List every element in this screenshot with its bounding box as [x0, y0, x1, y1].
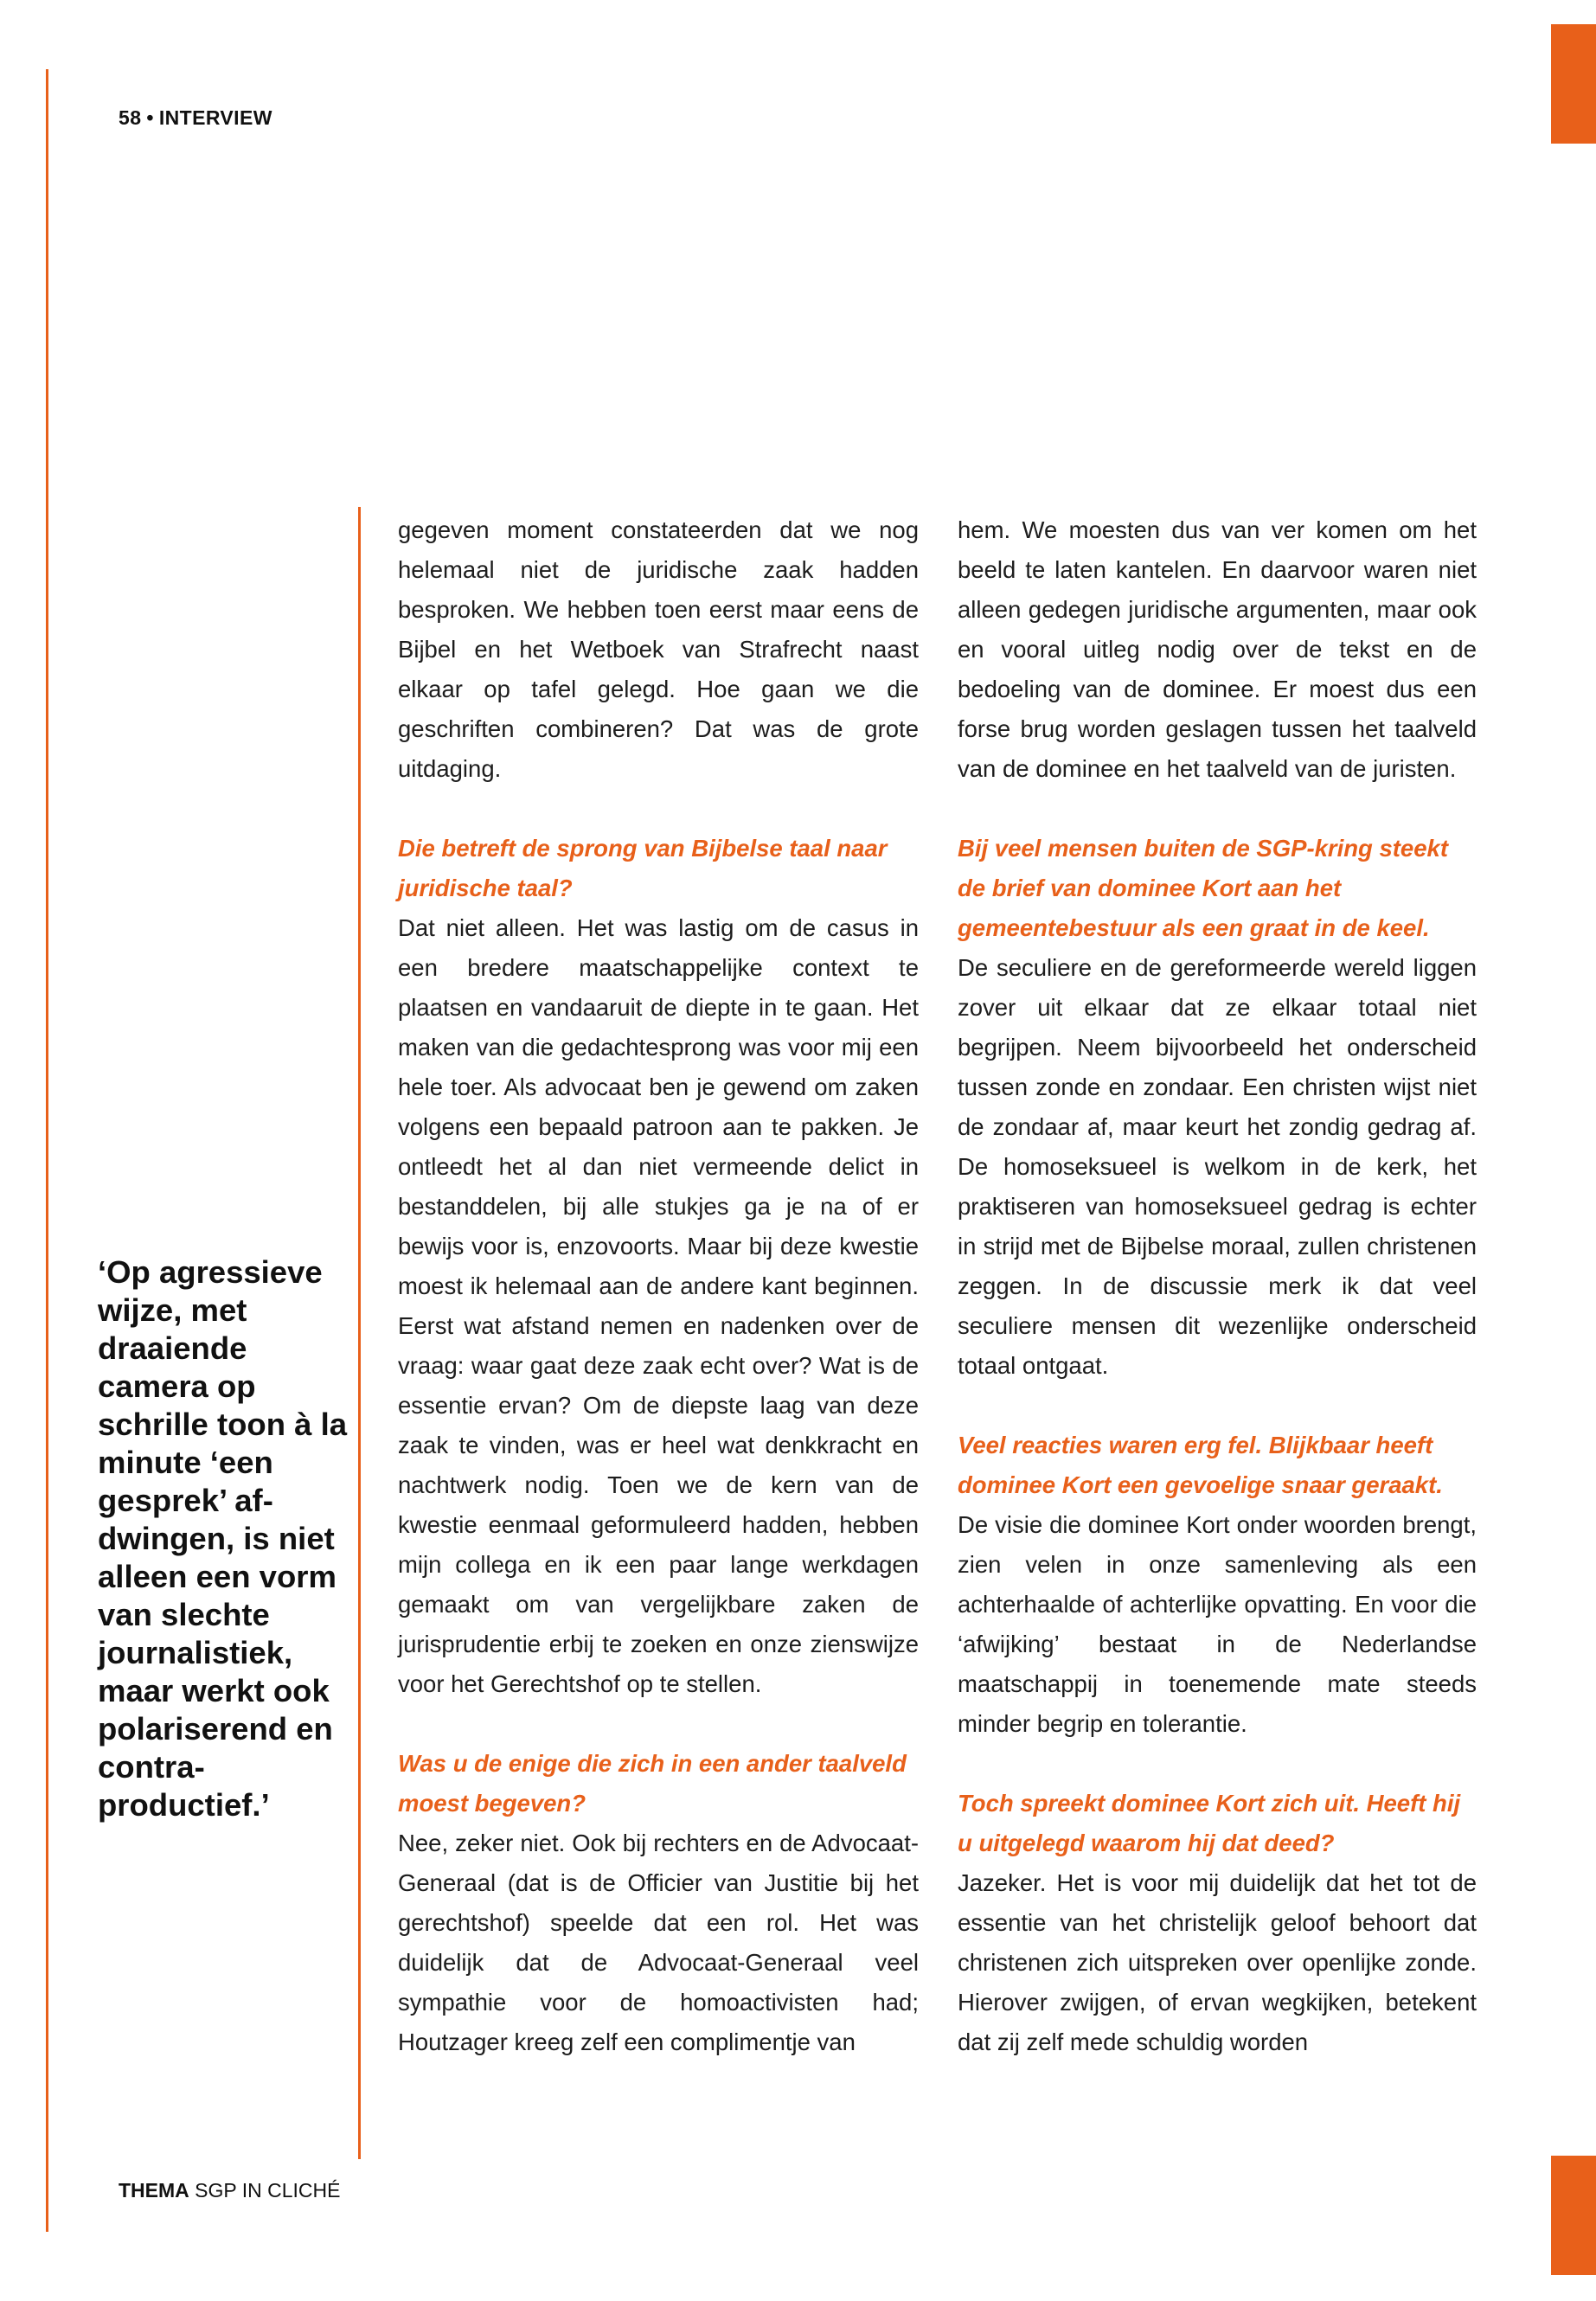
qa-block [958, 1426, 1477, 1744]
interview-answer: Nee, zeker niet. Ook bij rechters en de Advocaat-Generaal (dat is de Officier van Justitie bij het gerechtshof) speelde dat een rol. Het was duidelijk dat de Advocaat-Generaal veel sympathie voor de homoactivisten had; Houtzager kreeg zelf een complimentje van [398, 1830, 919, 2055]
page-number: 58 [119, 106, 142, 129]
running-head [119, 106, 272, 130]
footer-theme: THEMA [119, 2179, 189, 2202]
interview-question: Bij veel mensen buiten de SGP-kring steekt de brief van dominee Kort aan het gemeentebestuur als een graat in de keel. [958, 835, 1448, 941]
footer-title: SGP IN CLICHÉ [195, 2179, 341, 2202]
interview-question: Die betreft de sprong van Bijbelse taal naar juridische taal? [398, 835, 888, 901]
pull-quote: ‘Op agressieve wijze, met draaiende camera op schrille toon à la minute ‘een gesprek’ afdwingen, is niet alleen een vorm van slechte journalistiek, maar werkt ook polariserend en contraproductief.’ [98, 1254, 348, 1823]
accent-tab-top [1551, 24, 1596, 144]
interview-question: Toch spreekt dominee Kort zich uit. Heeft hij u uitgelegd waarom hij dat deed? [958, 1790, 1461, 1856]
column-rule [358, 507, 361, 2159]
article-column-2 [958, 510, 1477, 2062]
qa-block [398, 829, 919, 1704]
article-column-1 [398, 510, 919, 2062]
accent-tab-bottom [1551, 2156, 1596, 2275]
interview-answer: Dat niet alleen. Het was lastig om de casus in een bredere maatschappelijke context te plaatsen en vandaaruit de diepte in te gaan. Het maken van die gedachtesprong was voor mij een hele toer. Als advocaat ben je gewend om zaken volgens een bepaald patroon aan te pakken. Je ontleedt het al dan niet vermeende delict in bestanddelen, bij alle stukjes ga je na of er bewijs voor is, enzovoorts. Maar bij deze kwestie moest ik helemaal aan de andere kant beginnen. Eerst wat afstand nemen en nadenken over de vraag: waar gaat deze zaak echt over? Wat is de essentie ervan? Om de diepste laag van deze zaak te vinden, was er heel wat denkkracht en nachtwerk nodig. Toen we de kern van de kwestie eenmaal geformuleerd hadden, hebben mijn collega en ik een paar lange werkdagen gemaakt om van vergelijkbare zaken de jurisprudentie erbij te zoeken en onze zienswijze voor het Gerechtshof op te stellen. [398, 914, 919, 1697]
qa-block [958, 1784, 1477, 2062]
qa-block [398, 1744, 919, 2062]
paragraph: gegeven moment constateerden dat we nog helemaal niet de juridische zaak hadden besproken. We hebben toen eerst maar eens de Bijbel en het Wetboek van Strafrecht naast elkaar op tafel gelegd. Hoe gaan we die geschriften combineren? Dat was de grote uitdaging. [398, 516, 919, 782]
interview-answer: Jazeker. Het is voor mij duidelijk dat het tot de essentie van het christelijk geloof behoort dat christenen zich uitspreken over openlijke zonde. Hierover zwijgen, of ervan wegkijken, betekent dat zij zelf mede schuldig worden [958, 1869, 1477, 2055]
interview-question: Veel reacties waren erg fel. Blijkbaar heeft dominee Kort een gevoelige snaar geraakt. [958, 1432, 1443, 1498]
separator-dot: • [146, 106, 154, 129]
interview-question: Was u de enige die zich in een ander taalveld moest begeven? [398, 1750, 907, 1817]
paragraph: hem. We moesten dus van ver komen om het beeld te laten kantelen. En daarvoor waren niet alleen gedegen juridische argumenten, maar ook en vooral uitleg nodig over de tekst en de bedoeling van de dominee. Er moest dus een forse brug worden geslagen tussen het taalveld van de dominee en het taalveld van de juristen. [958, 516, 1477, 782]
section-label: INTERVIEW [158, 106, 272, 129]
qa-block [958, 829, 1477, 1386]
interview-answer: De visie die dominee Kort onder woorden brengt, zien velen in onze samenleving als een achterhaalde of achterlijke opvatting. En voor die ‘afwijking’ bestaat in de Nederlandse maatschappij in toenemende mate steeds minder begrip en tolerantie. [958, 1511, 1477, 1737]
margin-rule [46, 69, 48, 2232]
interview-answer: De seculiere en de gereformeerde wereld liggen zover uit elkaar dat ze elkaar totaal niet begrijpen. Neem bijvoorbeeld het onderscheid tussen zonde en zondaar. Een christen wijst niet de zondaar af, maar keurt het zondig gedrag af. De homoseksueel is welkom in de kerk, het praktiseren van homoseksueel gedrag is echter in strijd met de Bijbelse moraal, zullen christenen zeggen. In de discussie merk ik dat veel seculiere mensen dit wezenlijke onderscheid totaal ontgaat. [958, 954, 1477, 1379]
footer [119, 2179, 340, 2202]
